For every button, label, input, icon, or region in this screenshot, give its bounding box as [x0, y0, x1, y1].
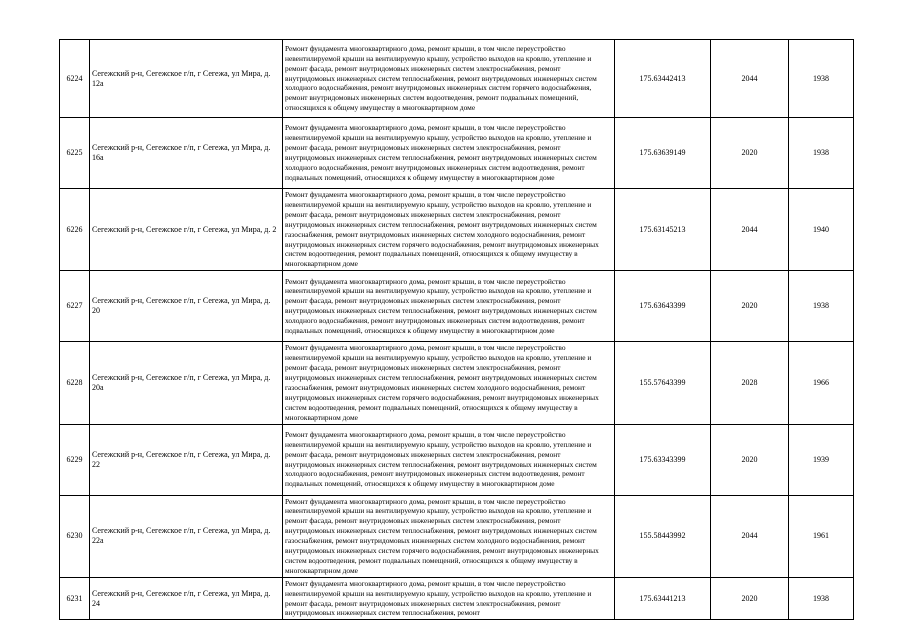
row-built-year: 1966 [789, 342, 854, 424]
table-row [60, 271, 854, 342]
table-body [60, 40, 854, 620]
row-works: Ремонт фундамента многоквартирного дома, ремонт крыши, в том числе переустройство невентилируемой крыши на вентилируемую крышу, устройство выходов на кровлю, утепление и ремонт фасада, ремонт внутридомовых инженерных систем электроснабжения, ремонт внутридомовых инженерных систем теплоснабжения, ремонт внутридомовых инженерных систем холодного водоснабжения, ремонт внутридомовых инженерных систем водоотведения, ремонт подвальных помещений, относящихся к общему имуществу в многоквартирном доме [283, 271, 615, 342]
row-works: Ремонт фундамента многоквартирного дома, ремонт крыши, в том числе переустройство невентилируемой крыши на вентилируемую крышу, устройство выходов на кровлю, утепление и ремонт фасада, ремонт внутридомовых инженерных систем электроснабжения, ремонт внутридомовых инженерных систем теплоснабжения, ремонт внутридомовых инженерных систем газоснабжения, ремонт внутридомовых инженерных систем холодного водоснабжения, ремонт внутридомовых инженерных систем горячего водоснабжения, ремонт внутридомовых инженерных систем водоотведения, ремонт подвальных помещений, относящихся к общему имуществу в многоквартирном доме [283, 189, 615, 271]
row-built-year: 1938 [789, 40, 854, 118]
row-works: Ремонт фундамента многоквартирного дома, ремонт крыши, в том числе переустройство невентилируемой крыши на вентилируемую крышу, устройство выходов на кровлю, утепление и ремонт фасада, ремонт внутридомовых инженерных систем электроснабжения, ремонт внутридомовых инженерных систем теплоснабжения, ремонт внутридомовых инженерных систем газоснабжения, ремонт внутридомовых инженерных систем холодного водоснабжения, ремонт внутридомовых инженерных систем горячего водоснабжения, ремонт внутридомовых инженерных систем водоотведения, ремонт подвальных помещений, относящихся к общему имуществу в многоквартирном доме [283, 342, 615, 424]
row-number: 6230 [60, 495, 90, 577]
row-plan-year: 2044 [711, 40, 789, 118]
row-address: Сегежский р-н, Сегежское г/п, г Сегежа, ул Мира, д. 16а [90, 118, 283, 189]
row-plan-year: 2020 [711, 118, 789, 189]
row-address: Сегежский р-н, Сегежское г/п, г Сегежа, ул Мира, д. 2 [90, 189, 283, 271]
row-built-year: 1940 [789, 189, 854, 271]
row-number: 6227 [60, 271, 90, 342]
row-address: Сегежский р-н, Сегежское г/п, г Сегежа, ул Мира, д. 20 [90, 271, 283, 342]
row-works: Ремонт фундамента многоквартирного дома, ремонт крыши, в том числе переустройство невентилируемой крыши на вентилируемую крышу, устройство выходов на кровлю, утепление и ремонт фасада, ремонт внутридомовых инженерных систем электроснабжения, ремонт внутридомовых инженерных систем теплоснабжения, ремонт внутридомовых инженерных систем холодного водоснабжения, ремонт внутридомовых инженерных систем водоотведения, ремонт подвальных помещений, относящихся к общему имуществу в многоквартирном доме [283, 424, 615, 495]
row-number: 6225 [60, 118, 90, 189]
row-works: Ремонт фундамента многоквартирного дома, ремонт крыши, в том числе переустройство невентилируемой крыши на вентилируемую крышу, устройство выходов на кровлю, утепление и ремонт фасада, ремонт внутридомовых инженерных систем электроснабжения, ремонт внутридомовых инженерных систем теплоснабжения, ремонт внутридомовых инженерных систем холодного водоснабжения, ремонт внутридомовых инженерных систем горячего водоснабжения, ремонт внутридомовых инженерных систем водоотведения, ремонт подвальных помещений, относящихся к общему имуществу в многоквартирном доме [283, 40, 615, 118]
row-plan-year: 2020 [711, 424, 789, 495]
row-works: Ремонт фундамента многоквартирного дома, ремонт крыши, в том числе переустройство невентилируемой крыши на вентилируемую крышу, устройство выходов на кровлю, утепление и ремонт фасада, ремонт внутридомовых инженерных систем электроснабжения, ремонт внутридомовых инженерных систем теплоснабжения, ремонт [283, 577, 615, 620]
row-cost: 155.58443992 [615, 495, 711, 577]
table-row [60, 424, 854, 495]
row-cost: 175.63442413 [615, 40, 711, 118]
row-address: Сегежский р-н, Сегежское г/п, г Сегежа, ул Мира, д. 22а [90, 495, 283, 577]
row-cost: 175.63441213 [615, 577, 711, 620]
row-works: Ремонт фундамента многоквартирного дома, ремонт крыши, в том числе переустройство невентилируемой крыши на вентилируемую крышу, устройство выходов на кровлю, утепление и ремонт фасада, ремонт внутридомовых инженерных систем электроснабжения, ремонт внутридомовых инженерных систем теплоснабжения, ремонт внутридомовых инженерных систем холодного водоснабжения, ремонт внутридомовых инженерных систем водоотведения, ремонт подвальных помещений, относящихся к общему имуществу в многоквартирном доме [283, 118, 615, 189]
row-built-year: 1939 [789, 424, 854, 495]
row-plan-year: 2028 [711, 342, 789, 424]
row-plan-year: 2020 [711, 271, 789, 342]
row-cost: 175.63643399 [615, 271, 711, 342]
row-number: 6229 [60, 424, 90, 495]
row-works: Ремонт фундамента многоквартирного дома, ремонт крыши, в том числе переустройство невентилируемой крыши на вентилируемую крышу, устройство выходов на кровлю, утепление и ремонт фасада, ремонт внутридомовых инженерных систем электроснабжения, ремонт внутридомовых инженерных систем теплоснабжения, ремонт внутридомовых инженерных систем газоснабжения, ремонт внутридомовых инженерных систем холодного водоснабжения, ремонт внутридомовых инженерных систем горячего водоснабжения, ремонт внутридомовых инженерных систем водоотведения, ремонт подвальных помещений, относящихся к общему имуществу в многоквартирном доме [283, 495, 615, 577]
row-cost: 155.57643399 [615, 342, 711, 424]
row-number: 6224 [60, 40, 90, 118]
row-plan-year: 2044 [711, 495, 789, 577]
table-row [60, 342, 854, 424]
row-built-year: 1961 [789, 495, 854, 577]
row-address: Сегежский р-н, Сегежское г/п, г Сегежа, ул Мира, д. 22 [90, 424, 283, 495]
row-address: Сегежский р-н, Сегежское г/п, г Сегежа, ул Мира, д. 24 [90, 577, 283, 620]
row-number: 6231 [60, 577, 90, 620]
row-cost: 175.63343399 [615, 424, 711, 495]
row-plan-year: 2020 [711, 577, 789, 620]
row-address: Сегежский р-н, Сегежское г/п, г Сегежа, ул Мира, д. 12а [90, 40, 283, 118]
row-number: 6226 [60, 189, 90, 271]
table-row [60, 118, 854, 189]
row-cost: 175.63145213 [615, 189, 711, 271]
row-plan-year: 2044 [711, 189, 789, 271]
table-row [60, 577, 854, 620]
row-built-year: 1938 [789, 577, 854, 620]
table-row [60, 495, 854, 577]
row-address: Сегежский р-н, Сегежское г/п, г Сегежа, ул Мира, д. 20а [90, 342, 283, 424]
table-row [60, 189, 854, 271]
row-built-year: 1938 [789, 118, 854, 189]
row-number: 6228 [60, 342, 90, 424]
row-cost: 175.63639149 [615, 118, 711, 189]
row-built-year: 1938 [789, 271, 854, 342]
table-row [60, 40, 854, 118]
housing-repair-table [59, 39, 854, 620]
